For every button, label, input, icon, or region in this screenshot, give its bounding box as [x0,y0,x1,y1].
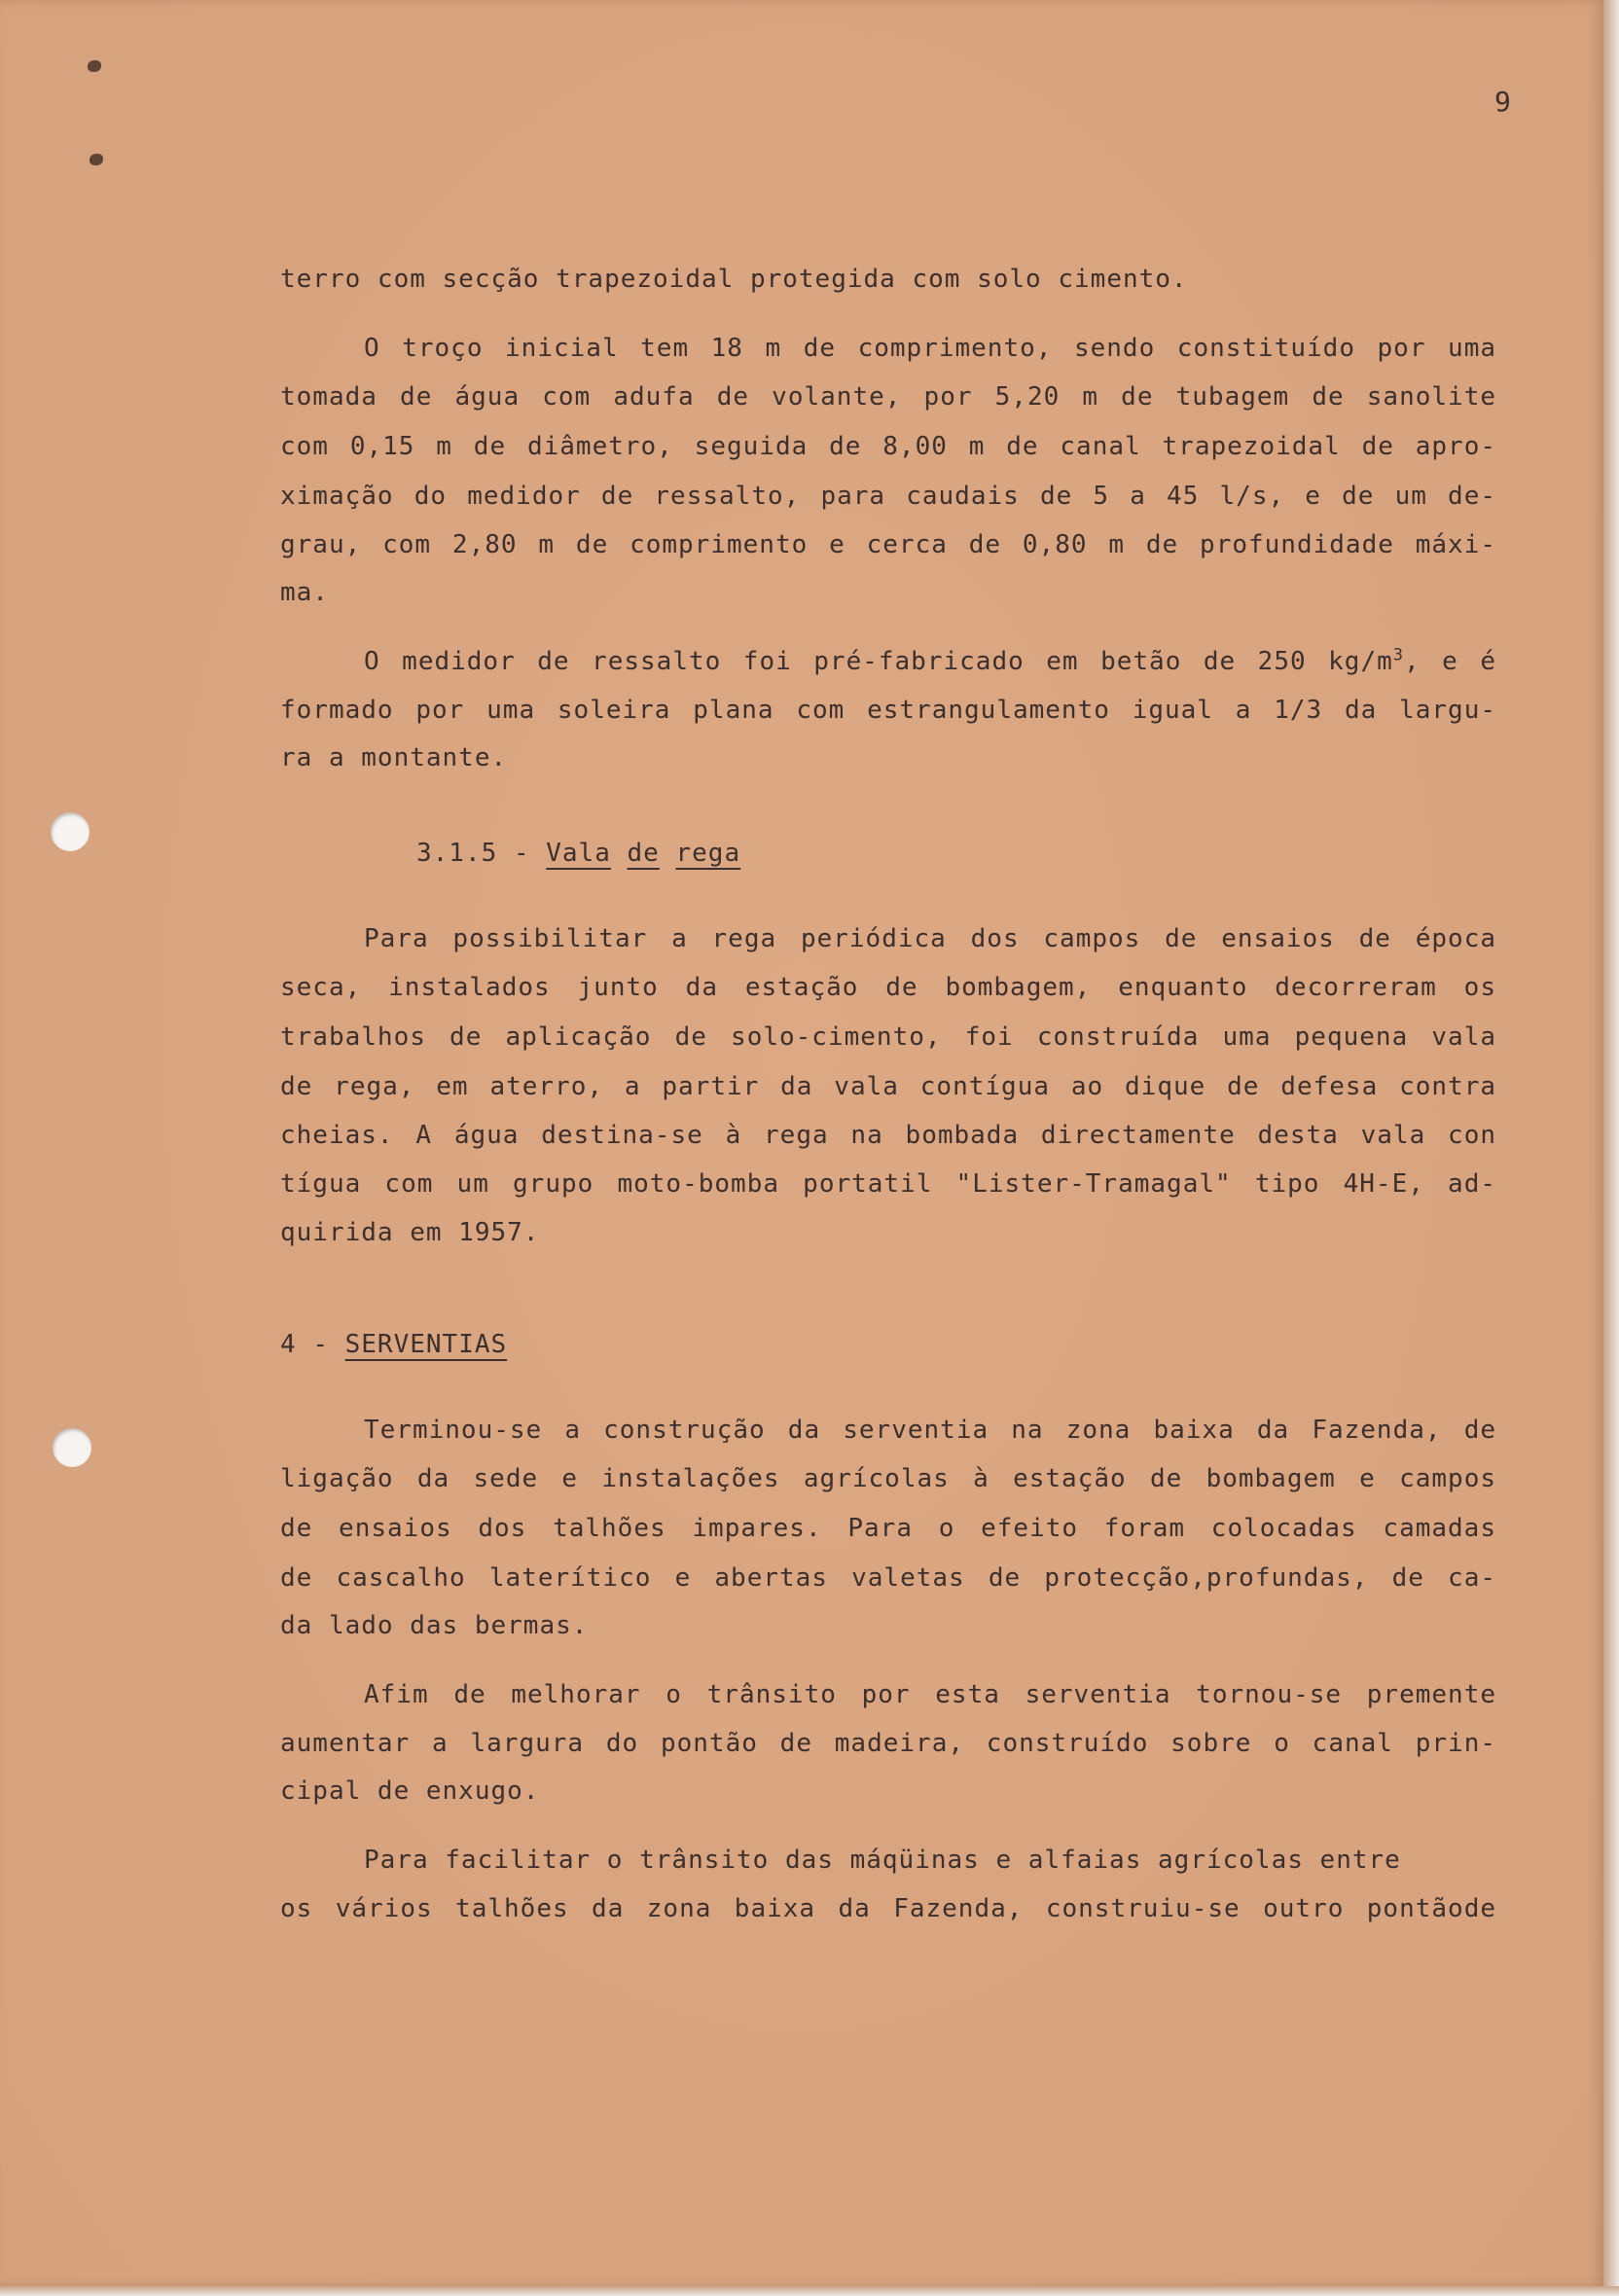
paragraph-line: de ensaios dos talhões impares. Para o efeito foram colocadas camadas [280,1514,1496,1543]
paragraph-line: terro com secção trapezoidal protegida com solo cimento. [280,265,1188,294]
paragraph-text: , e é [1404,647,1496,676]
section-number: 4 [280,1330,297,1359]
paragraph-line: aumentar a largura do pontão de madeira, construído sobre o canal prin- [280,1729,1496,1758]
paragraph-line: de cascalho laterítico e abertas valetas de protecção,profundas, de ca- [280,1563,1496,1593]
paragraph-line: tomada de água com adufa de volante, por 5,20 m de tubagem de sanolite [280,382,1496,412]
page-edge [1603,0,1619,2296]
paragraph-line: Para possibilitar a rega periódica dos campos de ensaios de época [364,924,1496,953]
paragraph-line: Para facilitar o trânsito das máqüinas e alfaias agrícolas entre [364,1846,1401,1875]
paragraph-line [364,645,1496,678]
paragraph-line: trabalhos de aplicação de solo-cimento, foi construída uma pequena vala [280,1022,1496,1052]
paragraph-line: ma. [280,578,329,607]
paragraph-line: de rega, em aterro, a partir da vala contígua ao dique de defesa contra [280,1072,1496,1101]
paragraph-line: quirida em 1957. [280,1218,540,1247]
paragraph-line: cipal de enxugo. [280,1776,540,1806]
section-title: SERVENTIAS [344,1330,508,1359]
section-separator: - [513,839,530,868]
paragraph-line: O troço inicial tem 18 m de comprimento, sendo constituído por uma [364,334,1496,363]
paragraph-line: seca, instalados junto da estação de bombagem, enquanto decorreram os [280,973,1496,1002]
ink-mark [90,154,103,165]
punch-hole [53,1428,91,1467]
superscript: 3 [1392,645,1405,665]
paragraph-line: com 0,15 m de diâmetro, seguida de 8,00 m de canal trapezoidal de apro- [280,432,1496,461]
paragraph-text: O medidor de ressalto foi pré-fabricado em betão de 250 kg/m [364,647,1393,676]
paragraph-line: tígua com um grupo moto-bomba portatil "Lister-Tramagal" tipo 4H-E, ad- [280,1169,1496,1199]
ink-mark [88,60,101,72]
paragraph-line: formado por uma soleira plana com estrangulamento igual a 1/3 da largu- [280,696,1496,725]
section-title-word: de [627,839,660,868]
punch-hole [51,812,90,851]
paragraph-line: ra a montante. [280,743,508,772]
paragraph-line: cheias. A água destina-se à rega na bombada directamente desta vala con [280,1121,1496,1150]
section-separator: - [312,1330,329,1359]
section-heading-4 [280,1327,507,1362]
section-number: 3.1.5 [416,839,498,868]
section-title-word: rega [675,839,741,868]
paragraph-line: ligação da sede e instalações agrícolas à estação de bombagem e campos [280,1464,1496,1493]
page-edge [0,2286,1619,2296]
section-heading-3-1-5 [416,836,740,871]
page-number: 9 [1494,86,1512,118]
paragraph-line: Terminou-se a construção da serventia na zona baixa da Fazenda, de [364,1416,1496,1445]
section-title-word: Vala [546,839,611,868]
paragraph-line: Afim de melhorar o trânsito por esta serventia tornou-se premente [364,1680,1496,1709]
paragraph-line: grau, com 2,80 m de comprimento e cerca de 0,80 m de profundidade máxi- [280,530,1496,559]
paragraph-line: ximação do medidor de ressalto, para caudais de 5 a 45 l/s, e de um de- [280,482,1496,511]
paragraph-line: da lado das bermas. [280,1611,589,1640]
paragraph-line: os vários talhões da zona baixa da Fazenda, construiu-se outro pontãode [280,1894,1496,1923]
